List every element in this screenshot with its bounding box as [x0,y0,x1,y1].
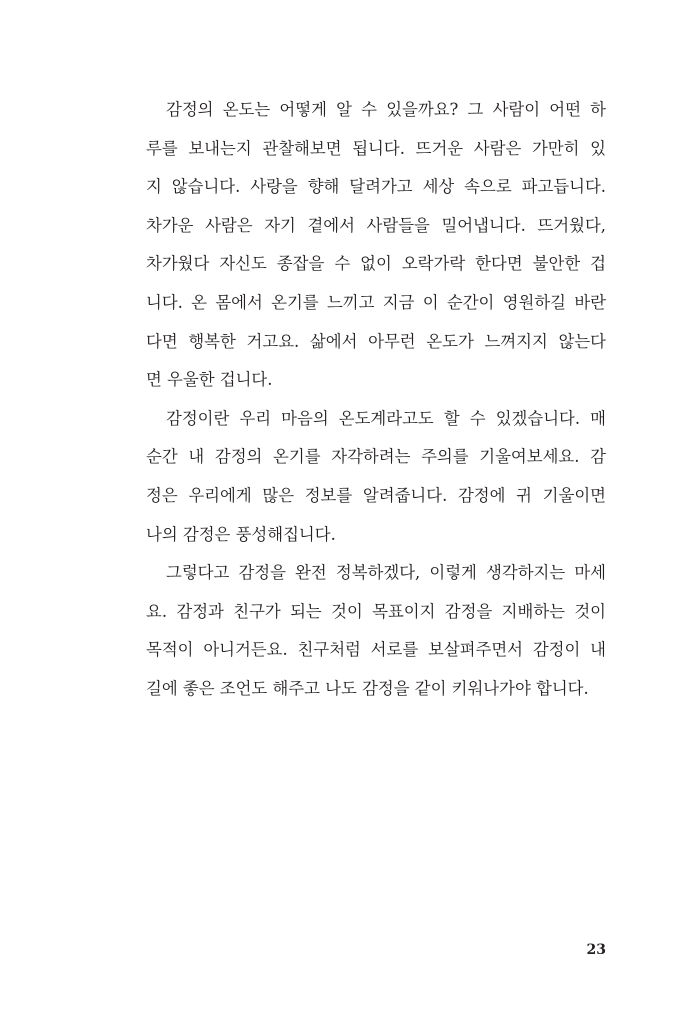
text-line: 요. 감정과 친구가 되는 것이 목표이지 감정을 지배하는 것이 [146,601,606,621]
text-line: 감정이란 우리 마음의 온도계라고도 할 수 있겠습니다. 매 [166,408,606,428]
text-line: 다면 행복한 거고요. 삶에서 아무런 온도가 느껴지지 않는다 [146,331,606,351]
text-line: 그렇다고 감정을 완전 정복하겠다, 이렇게 생각하지는 마세 [166,563,606,583]
text-line: 감정의 온도는 어떻게 알 수 있을까요? 그 사람이 어떤 하 [166,100,606,119]
body-text [146,91,606,709]
page-number: 23 [586,942,606,958]
text-line: 순간 내 감정의 온기를 자각하려는 주의를 기울여보세요. 감 [146,447,606,467]
paragraph-2 [146,400,606,554]
text-line: 목적이 아니거든요. 친구처럼 서로를 보살펴주면서 감정이 내 [146,640,606,660]
text-line: 차가운 사람은 자기 곁에서 사람들을 밀어냅니다. 뜨거웠다, [146,215,606,235]
paragraph-1 [146,91,606,400]
text-line: 길에 좋은 조언도 해주고 나도 감정을 같이 키워나가야 합니다. [146,678,589,698]
text-line: 지 않습니다. 사랑을 향해 달려가고 세상 속으로 파고듭니다. [146,177,606,197]
text-line: 나의 감정은 풍성해집니다. [146,524,336,544]
paragraph-3 [146,554,606,708]
text-line: 루를 보내는지 관찰해보면 됩니다. 뜨거운 사람은 가만히 있 [146,138,606,158]
text-line: 면 우울한 겁니다. [146,370,273,390]
text-line: 정은 우리에게 많은 정보를 알려줍니다. 감정에 귀 기울이면 [146,485,606,505]
text-line: 니다. 온 몸에서 온기를 느끼고 지금 이 순간이 영원하길 바란 [146,292,606,312]
text-line: 차가웠다 자신도 종잡을 수 없이 오락가락 한다면 불안한 겁 [146,254,606,274]
